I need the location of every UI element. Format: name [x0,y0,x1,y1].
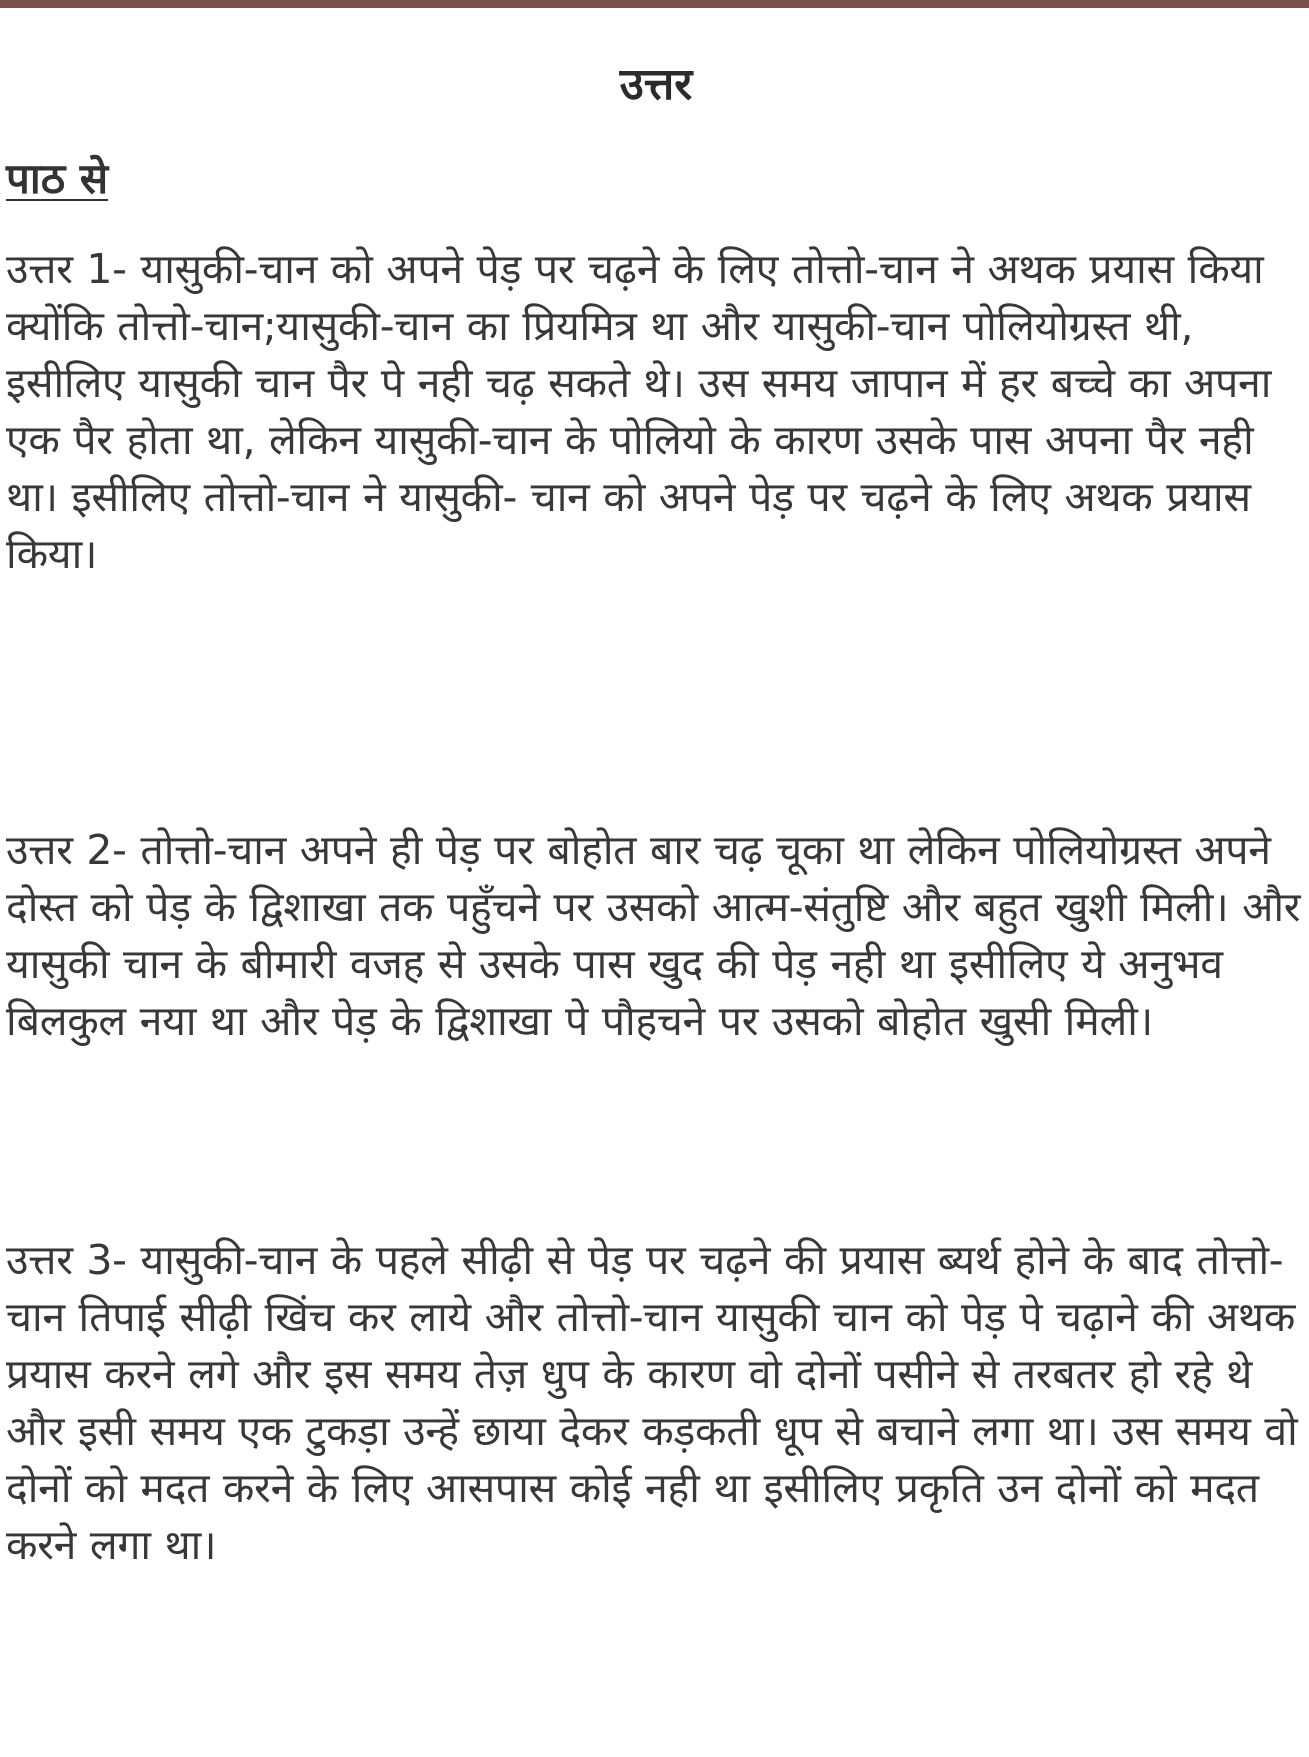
page-title: उत्तर [619,59,693,110]
answer-paragraph-2: उत्तर 2- तोत्तो-चान अपने ही पेड़ पर बोहोत बार चढ़ चूका था लेकिन पोलियोग्रस्त अपने दोस्त को पेड़ के द्विशाखा तक पहुँचने पर उसको आत्म-संतुष्टि और बहुत खुशी मिली। और यासुकी चान के बीमारी वजह से उसके पास खुद की पेड़ नही था इसीलिए ये अनुभव बिलकुल नया था और पेड़ के द्विशाखा पे पौहचने पर उसको बोहोत खुसी मिली। [6,826,1301,1045]
answer-paragraph-3: उत्तर 3- यासुकी-चान के पहले सीढ़ी से पेड़ पर चढ़ने की प्रयास ब्यर्थ होने के बाद तोत्तो-चान तिपाई सीढ़ी खिंच कर लाये और तोत्तो-चान यासुकी चान को पेड़ पे चढ़ाने की अथक प्रयास करने लगे और इस समय तेज़ धुप के कारण वो दोनों पसीने से तरबतर हो रहे थे और इसी समय एक टुकड़ा उन्हें छाया देकर कड़कती धूप से बचाने लगा था। उस समय वो दोनों को मदत करने के लिए आसपास कोई नही था इसीलिए प्रकृति उन दोनों को मदत करने लगा था। [6,1236,1298,1569]
top-color-bar [0,0,1309,8]
section-heading: पाठ से [6,154,109,203]
answer-paragraph-1: उत्तर 1- यासुकी-चान को अपने पेड़ पर चढ़ने के लिए तोत्तो-चान ने अथक प्रयास किया क्योंकि तोत्तो-चान;यासुकी-चान का प्रियमित्र था और यासुकी-चान पोलियोग्रस्त थी, इसीलिए यासुकी चान पैर पे नही चढ़ सकते थे। उस समय जापान में हर बच्चे का अपना एक पैर होता था, लेकिन यासुकी-चान के पोलियो के कारण उसके पास अपना पैर नही था। इसीलिए तोत्तो-चान ने यासुकी- चान को अपने पेड़ पर चढ़ने के लिए अथक प्रयास किया। [6,245,1272,578]
